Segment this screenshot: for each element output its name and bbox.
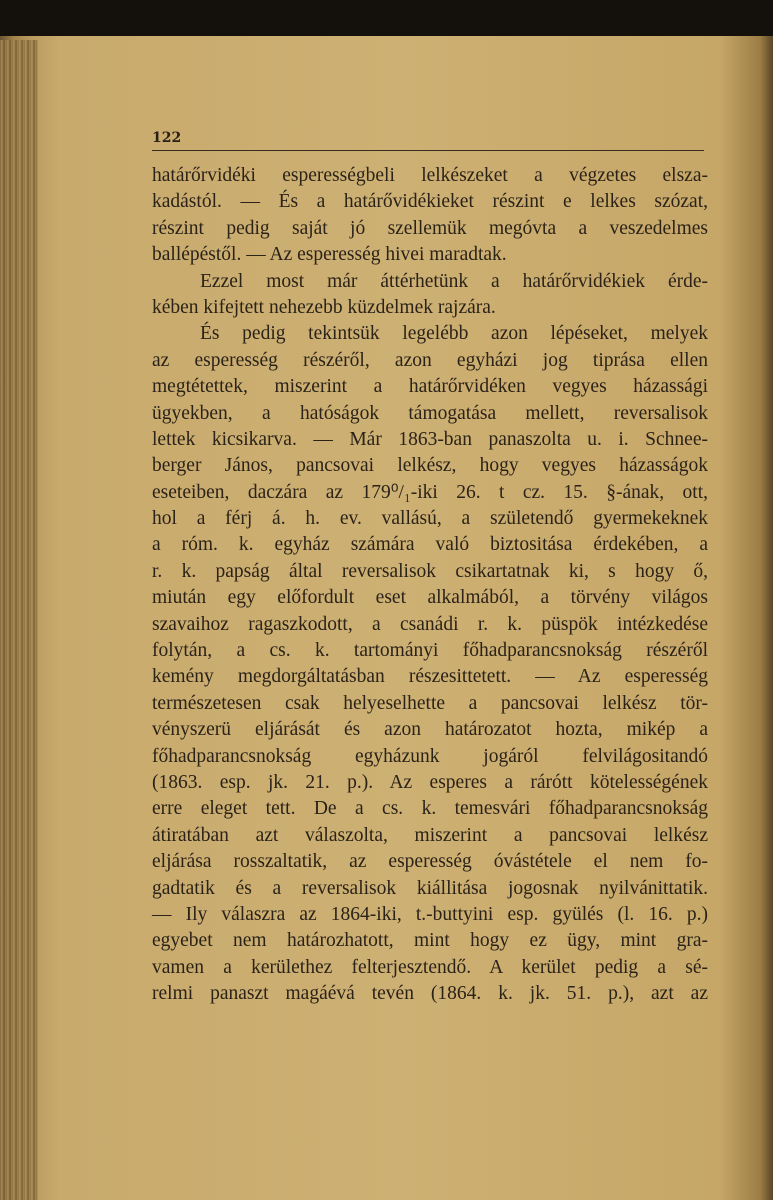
text-line: ügyekben, a hatóságok támogatása mellett, reversalisok <box>152 402 708 424</box>
text-line: relmi panaszt magáévá tevén (1864. k. jk. 51. p.), azt az <box>152 983 708 1005</box>
text-line: kadástól. — És a határővidékieket részint e lelkes szózat, <box>152 191 708 213</box>
text-line: eljárása rosszaltatik, az esperesség óvástétele el nem fo- <box>152 851 708 873</box>
page-edges-stack <box>0 40 38 1200</box>
text-line: főhadparancsnokság egyházunk jogáról felvilágositandó <box>152 745 708 767</box>
text-line: határőrvidéki esperességbeli lelkészeket a végzetes elsza- <box>152 165 708 186</box>
text-line: a róm. k. egyház számára való biztositása érdekében, a <box>152 534 708 556</box>
body-text <box>152 163 708 1008</box>
text-line: megtétettek, miszerint a határőrvidéken vegyes házassági <box>152 376 708 398</box>
text-line: kemény megdorgáltatásban részesittetett. — Az esperesség <box>152 666 708 688</box>
text-line: r. k. papság által reversalisok csikartatnak ki, s hogy ő, <box>152 560 708 582</box>
scan-background-top <box>0 0 773 38</box>
running-header <box>152 128 704 151</box>
text-line: vényszerü eljárását és azon határozatot hozta, mikép a <box>152 719 708 741</box>
text-line: szavaihoz ragaszkodott, a csanádi r. k. püspök intézkedése <box>152 613 708 635</box>
text-line: vamen a kerülethez felterjesztendő. A kerület pedig a sé- <box>152 956 708 978</box>
text-line: (1863. esp. jk. 21. p.). Az esperes a rárótt kötelességének <box>152 771 708 793</box>
text-line: természetesen csak helyeselhette a pancsovai lelkész tör- <box>152 692 708 714</box>
text-line: Ezzel most már áttérhetünk a határőrvidékiek érde- <box>200 270 708 292</box>
text-line: hol a férj á. h. ev. vallású, a születendő gyermekeknek <box>152 508 708 530</box>
text-line: berger János, pancsovai lelkész, hogy vegyes házasságok <box>152 455 708 477</box>
page-number: 122 <box>152 130 182 146</box>
text-line: ballépéstől. — Az esperesség hivei maradtak. <box>152 244 507 266</box>
text-line: egyebet nem határozhatott, mint hogy ez ügy, mint gra- <box>152 930 708 952</box>
text-line: folytán, a cs. k. tartományi főhadparancsnokság részéről <box>152 640 708 662</box>
text-line: az esperesség részéről, azon egyházi jog tiprása ellen <box>152 349 708 371</box>
text-line: lettek kicsikarva. — Már 1863-ban panaszolta u. i. Schnee- <box>152 428 708 450</box>
text-line: részint pedig saját jó szellemük megóvta a veszedelmes <box>152 217 708 239</box>
text-line: — Ily válaszra az 1864-iki, t.-buttyini esp. gyülés (l. 16. p.) <box>152 903 708 925</box>
text-line: gadtatik és a reversalisok kiállitása jogosnak nyilvánittatik. <box>152 877 708 899</box>
text-line: miután egy előfordult eset alkalmából, a törvény világos <box>152 587 708 609</box>
text-line: erre eleget tett. De a cs. k. temesvári főhadparancsnokság <box>152 798 708 820</box>
text-line: átiratában azt válaszolta, miszerint a pancsovai lelkész <box>152 824 708 846</box>
text-line: kében kifejtett nehezebb küzdelmek rajzára. <box>152 296 496 318</box>
text-line: eseteiben, daczára az 179⁰/₁-iki 26. t cz. 15. §-ának, ott, <box>152 481 708 503</box>
text-line: És pedig tekintsük legelébb azon lépéseket, melyek <box>200 323 708 345</box>
